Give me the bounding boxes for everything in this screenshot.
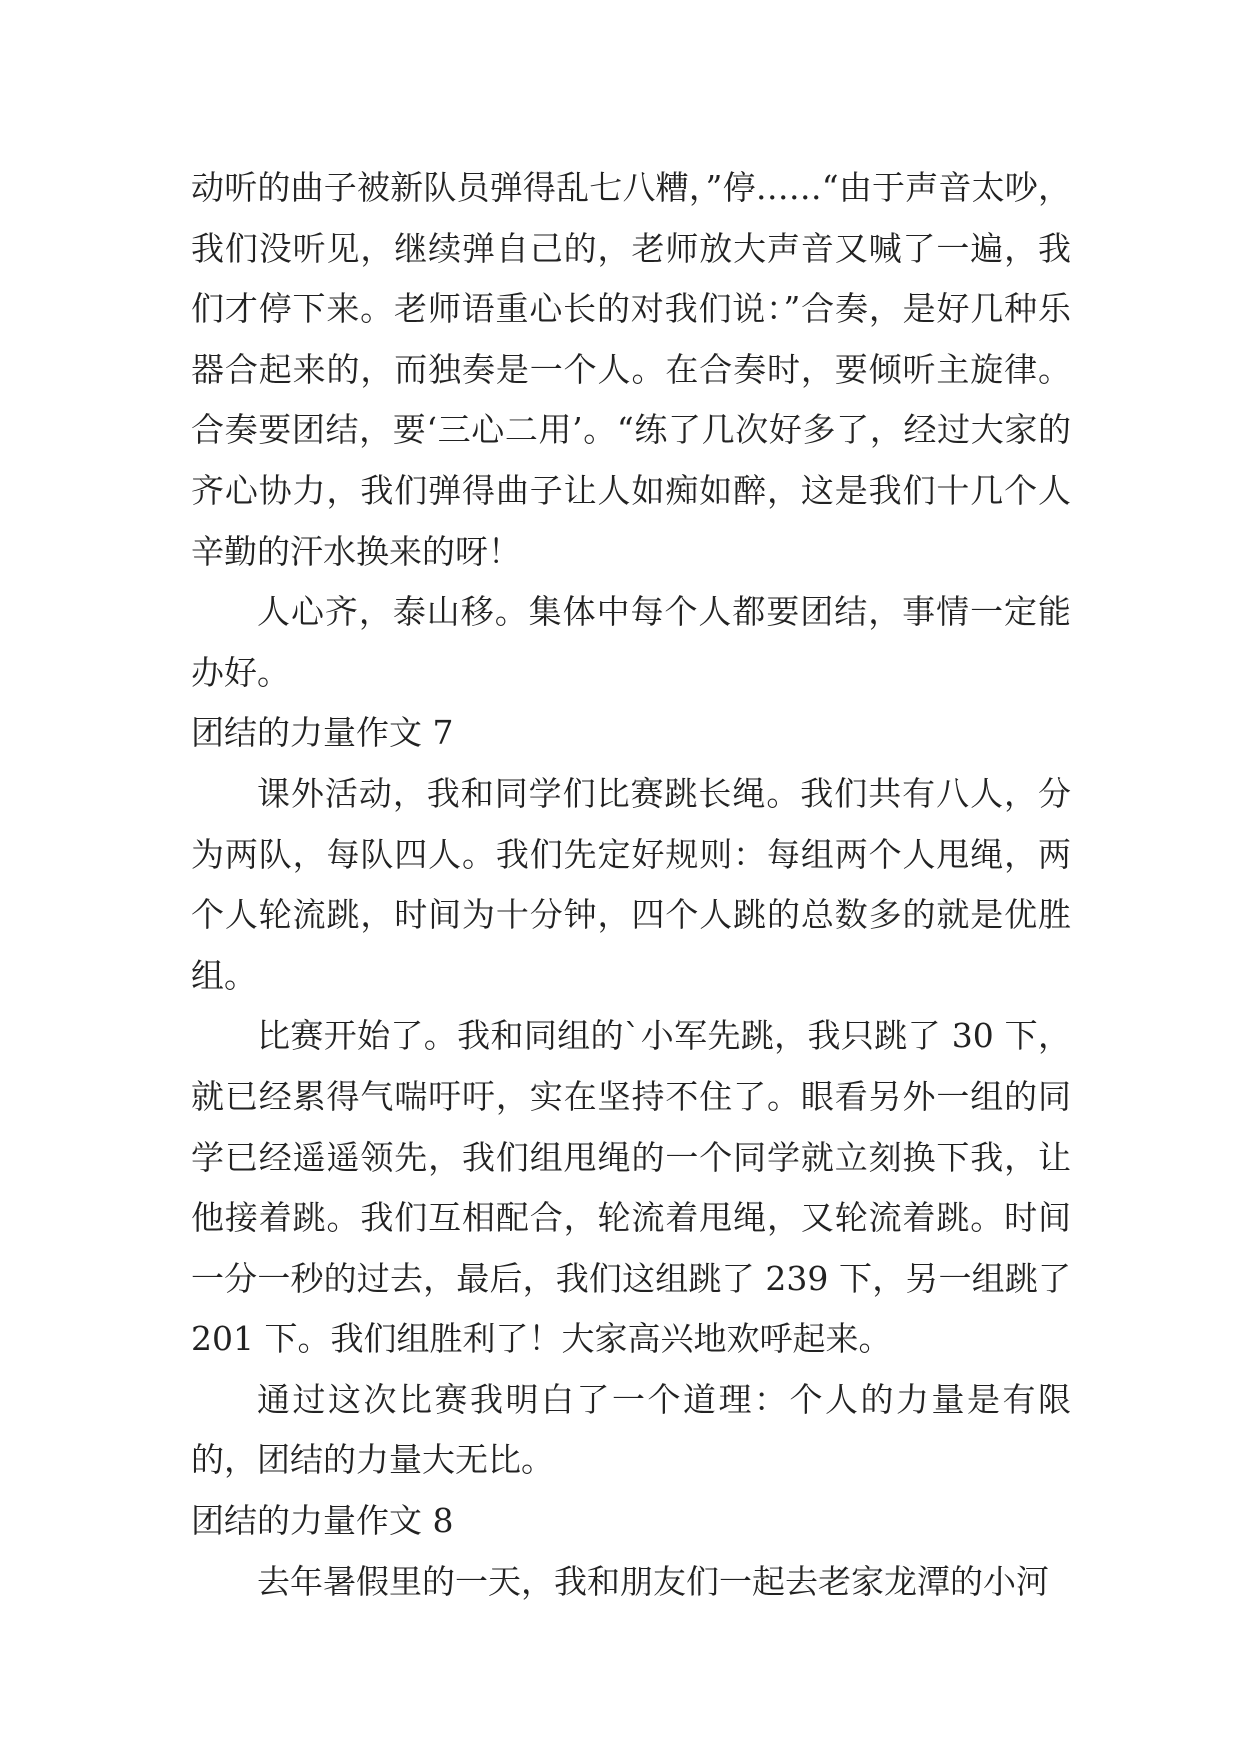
paragraph: 人心齐，泰山移。集体中每个人都要团结，事情一定能办好。 [191,592,1071,692]
paragraph: 课外活动，我和同学们比赛跳长绳。我们共有八人，分为两队，每队四人。我们先定好规则：每组两个人甩绳，两个人轮流跳，时间为十分钟，四个人跳的总数多的就是优胜组。 [191,773,1071,995]
paragraph: 比赛开始了。我和同组的`小军先跳，我只跳了 30 下，就已经累得气喘吁吁，实在坚持不住了。眼看另外一组的同学已经遥遥领先，我们组甩绳的一个同学就立刻换下我，让他接着跳。我们互相配合，轮流着甩绳，又轮流着跳。时间一分一秒的过去，最后，我们这组跳了 239 下，另一组跳了 201 下。我们组胜利了！大家高兴地欢呼起来。 [191,1016,1071,1359]
paragraph: 动听的曲子被新队员弹得乱七八糟，”停……“由于声音太吵，我们没听见，继续弹自己的，老师放大声音又喊了一遍，我们才停下来。老师语重心长的对我们说：”合奏，是好几种乐器合起来的，而独奏是一个人。在合奏时，要倾听主旋律。合奏要团结，要‘三心二用’。“练了几次好多了，经过大家的齐心协力，我们弹得曲子让人如痴如醉，这是我们十几个人辛勤的汗水换来的呀！ [191,168,1071,571]
paragraph: 通过这次比赛我明白了一个道理：个人的力量是有限的，团结的力量大无比。 [191,1379,1071,1480]
document-body [191,158,1071,1612]
section-heading: 团结的力量作文 8 [191,1501,454,1541]
section-heading: 团结的力量作文 7 [191,713,454,753]
paragraph: 去年暑假里的一天，我和朋友们一起去老家龙潭的小河 [257,1561,1049,1601]
